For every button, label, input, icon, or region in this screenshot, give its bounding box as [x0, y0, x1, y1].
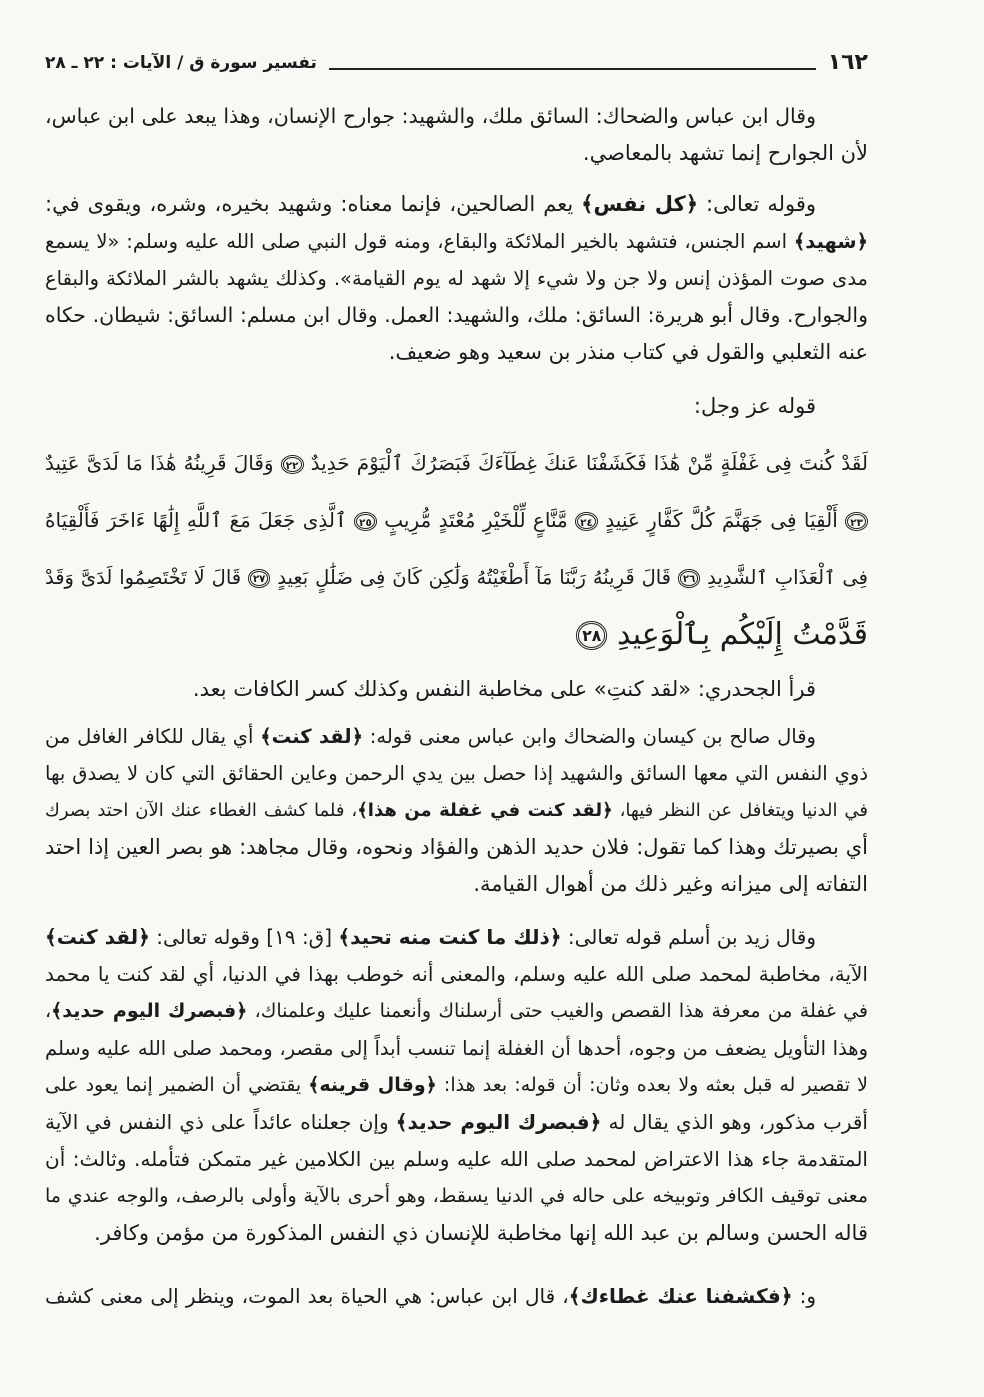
text-run: في غفلة من معرفة هذا القصص والغيب حتى أرسلناك وأنعمنا عليك وعلمناك،: [247, 1000, 868, 1022]
text-line: [45, 1067, 868, 1104]
text-run: ، قال ابن عباس: هي الحياة بعد الموت، وينظر إلى معنى كشف: [45, 1284, 569, 1308]
quran-quote: ﴿وقال قرينه﴾: [308, 1074, 437, 1096]
text-run: اسم الجنس، فتشهد بالخير الملائكة والبقاع، ومنه قول النبي صلى الله عليه وسلم: «لا يسمع: [45, 230, 794, 253]
text-run: والجوارح. وقال أبو هريرة: السائق: ملك، والشهيد: العمل. وقال ابن مسلم: السائق: شيطان. حكاه: [45, 303, 868, 327]
text-run: فِى ٱلْعَذَابِ ٱلشَّدِيدِ: [700, 566, 868, 589]
text-run: معنى توقيف الكافر وتوبيخه على حاله في الدنيا يسقط، وهو أحرى بالآية وأولى بالرصف، والوجه عندي ما: [45, 1185, 868, 1207]
text-run: وقوله تعالى:: [698, 192, 817, 216]
text-run: و:: [792, 1284, 816, 1308]
ayah-number-marker: ٢٨: [576, 621, 607, 649]
quran-quote: ﴿ذلك ما كنت منه تحيد﴾: [338, 925, 562, 949]
text-run: وهذا التأويل يضعف من وجوه، أحدها أن الغفلة إنما تنسب أبداً إلى مقصر، ومحمد صلى الله عليه وسلم: [45, 1037, 868, 1060]
text-run: قَالَ لَا تَخْتَصِمُوا لَدَىَّ وَقَدْ: [45, 566, 248, 589]
text-line: [45, 1215, 868, 1252]
text-run: ،: [45, 1000, 52, 1022]
quran-quote: ﴿شهيد﴾: [793, 230, 868, 253]
text-run: أي بصيرتك وهذا كما تقول: فلان حديد الذهن والفؤاد ونحوه، وقال مجاهد: هو بصر العين إذا احتد: [45, 835, 868, 859]
text-run: عنه الثعلبي والقول في كتاب منذر بن سعيد وهو ضعيف.: [388, 340, 868, 364]
text-run: لا تقصير له قبل بعثه ولا بعده وثان: أن قوله: بعد هذا:: [436, 1074, 868, 1096]
quran-quote: ﴿لقد كنت﴾: [45, 925, 150, 949]
text-line: [45, 223, 868, 260]
text-line: [45, 98, 868, 135]
text-run: وقال صالح بن كيسان والضحاك وابن عباس معنى قوله:: [363, 725, 816, 748]
text-line: [45, 1104, 868, 1141]
quran-quote: ﴿فكشفنا عنك غطاءك﴾: [568, 1284, 793, 1308]
ayah-number-marker: ٢٤: [575, 512, 598, 531]
text-run: وَقَالَ قَرِينُهُ هَٰذَا مَا لَدَىَّ عَتِيدٌ: [45, 451, 281, 475]
text-line: [45, 718, 868, 755]
text-run: قاله الحسن وسالم بن عبد الله إنها مخاطبة للإنسان ذي النفس المذكورة من مؤمن وكافر.: [94, 1221, 868, 1245]
text-line: [45, 1178, 868, 1215]
text-run: التفاته إلى ميزانه وغير ذلك من أهوال القيامة.: [473, 872, 868, 896]
text-run: ٱلَّذِى جَعَلَ مَعَ ٱللَّهِ إِلَٰهًا ءَاخَرَ فَأَلْقِيَاهُ: [45, 508, 355, 532]
quran-quote: ﴿فبصرك اليوم حديد﴾: [395, 1110, 602, 1134]
page-number: ١٦٢: [827, 50, 868, 75]
text-line: [45, 956, 868, 993]
text-run: قَالَ قَرِينُهُ رَبَّنَا مَآ أَطْغَيْتُهُ وَلَٰكِن كَانَ فِى ضَلَٰلٍ بَعِيدٍ: [270, 566, 678, 589]
text-line: [45, 549, 868, 606]
text-run: أَلْقِيَا فِى جَهَنَّمَ كُلَّ كَفَّارٍ عَنِيدٍ: [597, 508, 846, 532]
quran-passage: [45, 435, 868, 663]
ayah-number-marker: ٢٧: [248, 569, 270, 587]
quran-quote: ﴿لقد كنت في غفلة من هذا﴾: [357, 800, 613, 821]
text-run: قَدَّمْتُ إِلَيْكُم بِٱلْوَعِيدِ: [607, 617, 868, 652]
text-line: [45, 135, 868, 172]
paragraph-6: [45, 919, 868, 1252]
text-run: قرأ الجحدري: «لقد كنتِ» على مخاطبة النفس وكذلك كسر الكافات بعد.: [192, 677, 816, 701]
text-line: [45, 435, 868, 492]
text-run: وقال ابن عباس والضحاك: السائق ملك، والشهيد: جوارح الإنسان، وهذا يبعد على ابن عباس،: [45, 104, 816, 128]
running-header: [45, 48, 868, 78]
text-run: في الدنيا ويتغافل عن النظر فيها،: [612, 800, 868, 821]
paragraph-1: [45, 98, 868, 172]
text-line: [45, 186, 868, 223]
text-line: [45, 671, 868, 708]
paragraph-7: [45, 1278, 868, 1315]
running-title: تفسير سورة ق / الآيات : ٢٢ ـ ٢٨: [45, 53, 317, 73]
verse-intro: [45, 388, 868, 425]
text-line: [45, 792, 868, 829]
paragraph-2: [45, 186, 868, 371]
quran-quote: ﴿كل نفس﴾: [581, 192, 699, 216]
text-run: ، فلما كشف الغطاء عنك الآن احتد بصرك: [45, 800, 358, 821]
text-line: [45, 388, 868, 425]
text-line: [45, 866, 868, 903]
ayah-number-marker: ٢٥: [354, 512, 377, 531]
ayah-number-marker: ٢٦: [678, 569, 700, 587]
paragraph-5: [45, 718, 868, 903]
text-run: أقرب مذكور، وهو الذي يقال له: [601, 1110, 868, 1134]
text-run: لَقَدْ كُنتَ فِى غَفْلَةٍ مِّنْ هَٰذَا فَكَشَفْنَا عَنكَ غِطَآءَكَ فَبَصَرُكَ ٱلْيَوْمَ حَدِيدٌ: [303, 451, 868, 475]
text-run: وإن جعلناه عائداً على ذي النفس في الآية: [45, 1110, 396, 1134]
text-run: المتقدمة جاء هذا الاعتراض لمحمد صلى الله عليه وسلم بين الكلامين غير متمكن فتأمله. وثالث: أن: [45, 1147, 868, 1171]
text-line: [45, 919, 868, 956]
text-line: [45, 1278, 868, 1315]
text-run: الآية، مخاطبة لمحمد صلى الله عليه وسلم، والمعنى أنه خوطب بهذا في الدنيا، أي لقد كنت يا محمد: [45, 962, 868, 986]
text-run: يعم الصالحين، فإنما معناه: وشهيد بخيره، وشره، ويقوى في:: [45, 192, 582, 216]
text-run: أي يقال للكافر الغافل من: [45, 725, 261, 748]
text-line: [45, 492, 868, 549]
text-run: وقال زيد بن أسلم قوله تعالى:: [561, 925, 816, 949]
text-line: [45, 260, 868, 297]
text-run: [ق: ١٩] وقوله تعالى:: [149, 925, 339, 949]
text-line: [45, 755, 868, 792]
ayah-number-marker: ٢٣: [845, 512, 868, 531]
text-line: [45, 606, 868, 663]
ayah-number-marker: ٢٢: [281, 455, 304, 474]
text-line: [45, 297, 868, 334]
header-rule: [329, 68, 816, 70]
text-run: مَّنَّاعٍ لِّلْخَيْرِ مُعْتَدٍ مُّرِيبٍ: [376, 508, 576, 532]
text-line: [45, 993, 868, 1030]
text-line: [45, 1030, 868, 1067]
text-run: لأن الجوارح إنما تشهد بالمعاصي.: [582, 141, 868, 165]
text-line: [45, 1141, 868, 1178]
text-line: [45, 829, 868, 866]
text-line: [45, 334, 868, 371]
text-run: ذوي النفس التي معها السائق والشهيد إذا حصل بين يدي الرحمن وعاين الحقائق التي كان لا يصدق بها: [45, 762, 868, 785]
quran-quote: ﴿فبصرك اليوم حديد﴾: [51, 1000, 248, 1022]
text-run: مدى صوت المؤذن إنس ولا جن ولا شيء إلا شهد له يوم القيامة». وكذلك يشهد بالشر الملائكة والبقاع: [45, 267, 868, 290]
text-run: قوله عز وجل:: [693, 394, 816, 418]
quran-quote: ﴿لقد كنت﴾: [260, 725, 364, 748]
paragraph-4: [45, 671, 868, 708]
text-run: يقتضي أن الضمير إنما يعود على: [45, 1074, 309, 1096]
